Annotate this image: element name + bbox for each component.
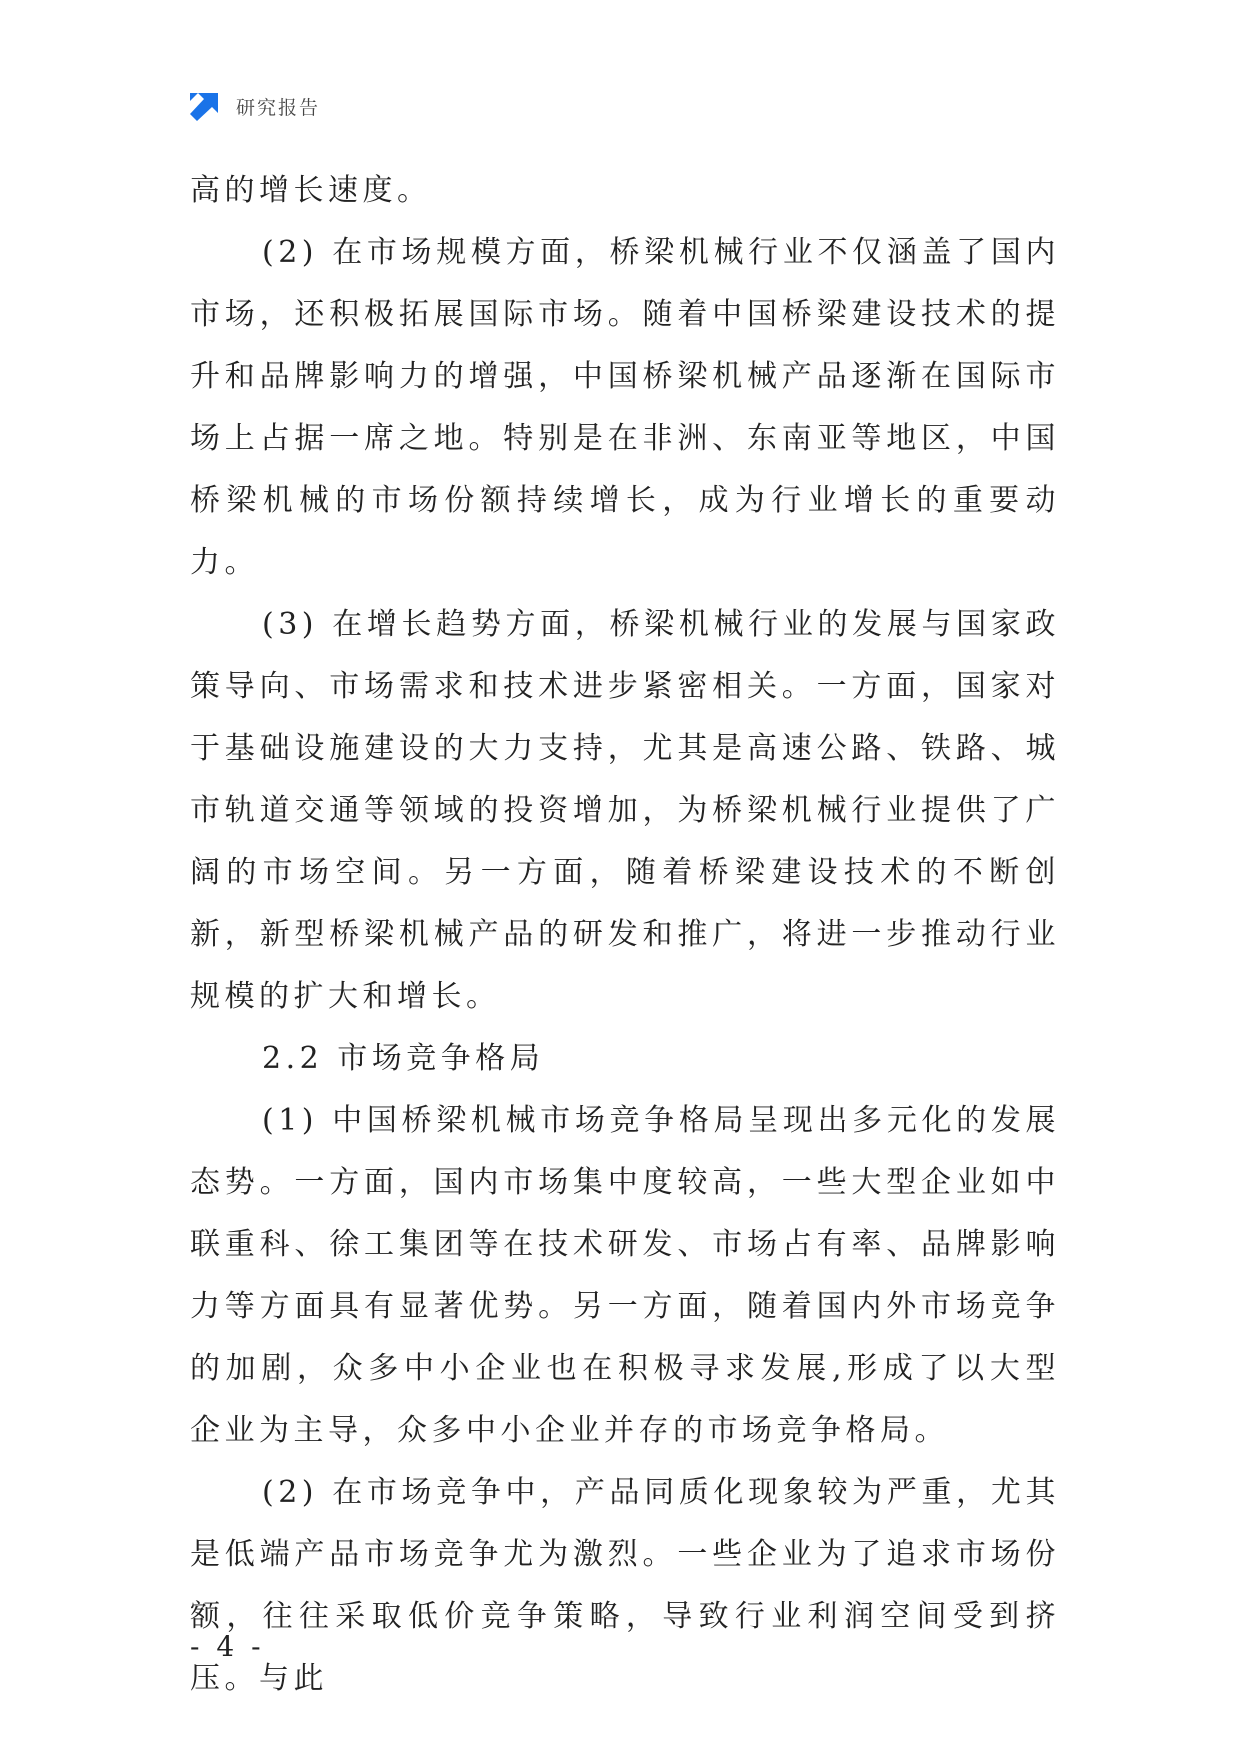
arrow-up-right-icon [190, 91, 220, 121]
paragraph: (2) 在市场竞争中，产品同质化现象较为严重，尤其是低端产品市场竞争尤为激烈。一些企业为了追求市场份额，往往采取低价竞争策略，导致行业利润空间受到挤压。与此 [190, 1475, 1060, 1696]
header-title: 研究报告 [236, 96, 321, 119]
page-header [190, 88, 320, 124]
paragraph: (1) 中国桥梁机械市场竞争格局呈现出多元化的发展态势。一方面，国内市场集中度较高，一些大型企业如中联重科、徐工集团等在技术研发、市场占有率、品牌影响力等方面具有显著优势。另一方面，随着国内外市场竞争的加剧，众多中小企业也在积极寻求发展,形成了以大型企业为主导，众多中小企业并存的市场竞争格局。 [190, 1103, 1060, 1448]
paragraph: (3) 在增长趋势方面，桥梁机械行业的发展与国家政策导向、市场需求和技术进步紧密相关。一方面，国家对于基础设施建设的大力支持，尤其是高速公路、铁路、城市轨道交通等领域的投资增加，为桥梁机械行业提供了广阔的市场空间。另一方面，随着桥梁建设技术的不断创新，新型桥梁机械产品的研发和推广，将进一步推动行业规模的扩大和增长。 [190, 607, 1060, 1014]
paragraph: 高的增长速度。 [190, 173, 432, 208]
paragraph: (2) 在市场规模方面，桥梁机械行业不仅涵盖了国内市场，还积极拓展国际市场。随着中国桥梁建设技术的提升和品牌影响力的增强，中国桥梁机械产品逐渐在国际市场上占据一席之地。特别是在非洲、东南亚等地区，中国桥梁机械的市场份额持续增长，成为行业增长的重要动力。 [190, 235, 1060, 580]
page-number: - 4 - [190, 1630, 265, 1663]
document-body [190, 160, 1060, 1710]
section-heading: 2.2 市场竞争格局 [262, 1041, 545, 1076]
